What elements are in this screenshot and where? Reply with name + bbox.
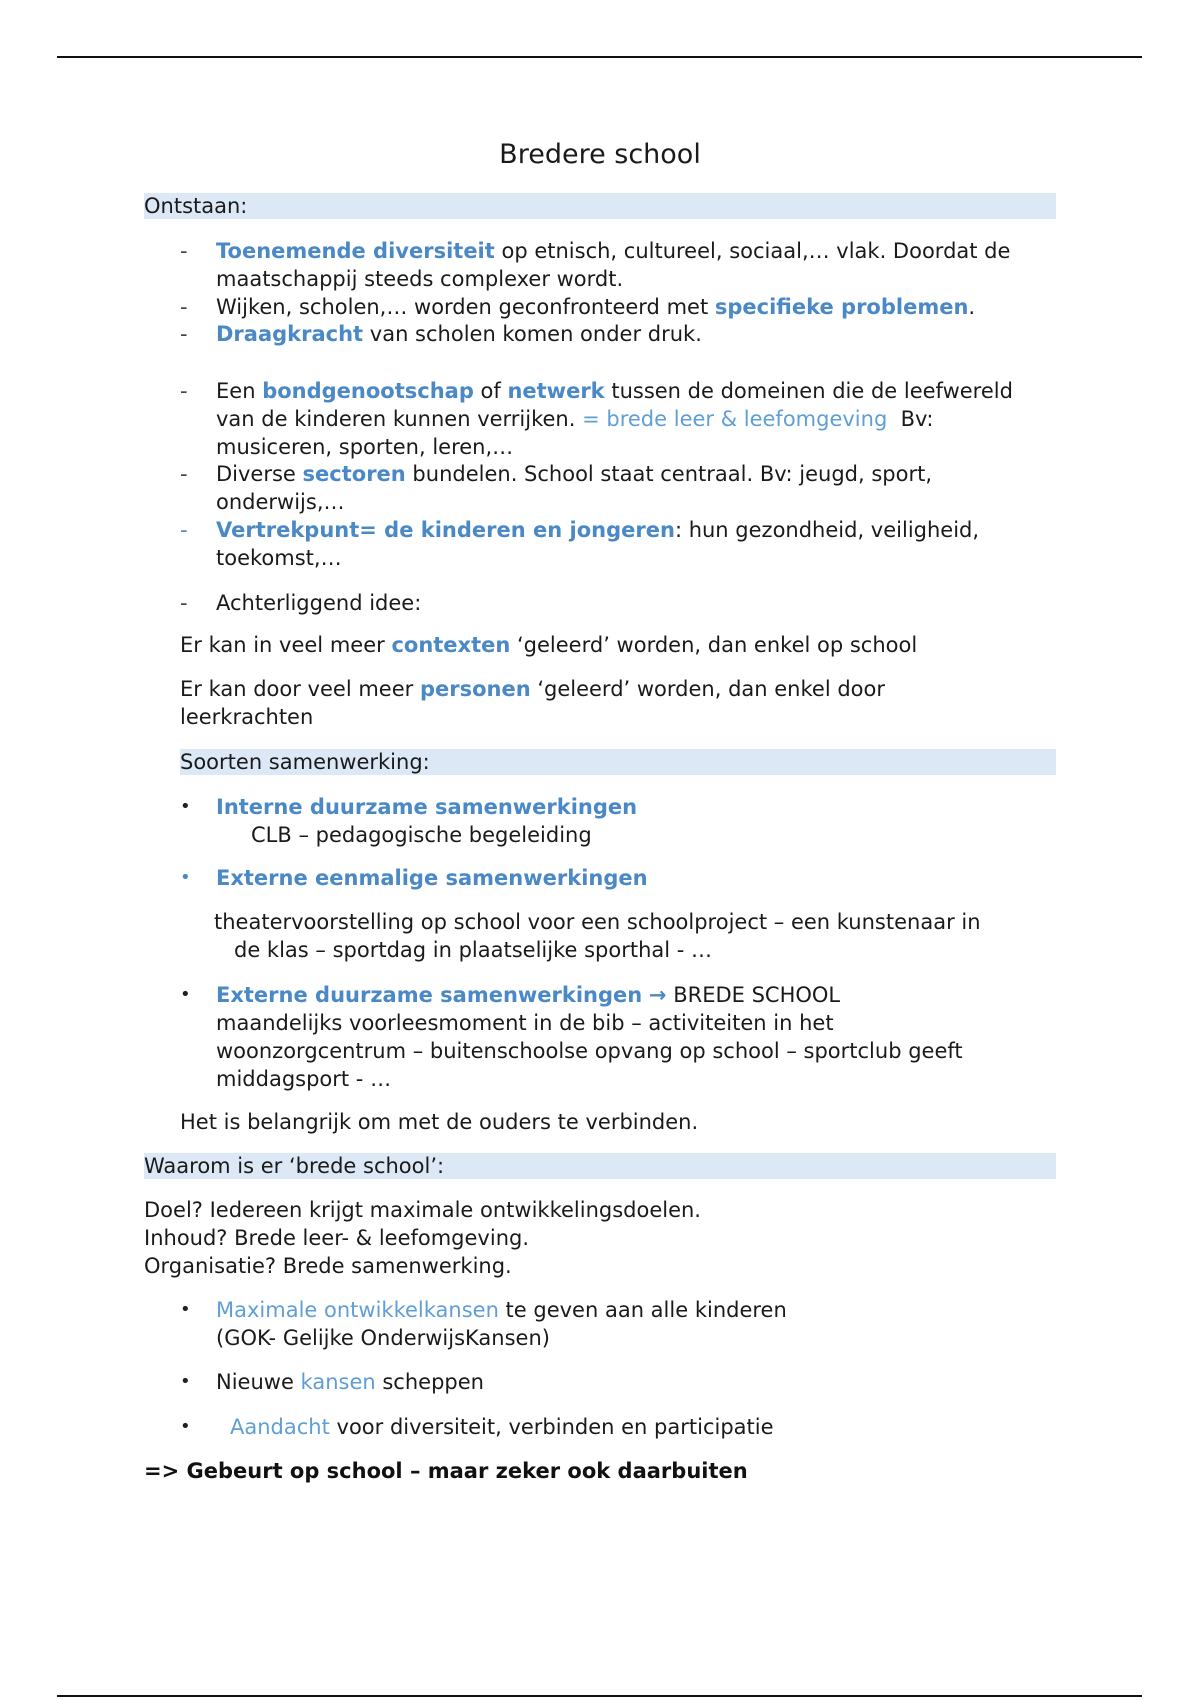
bottom-rule (57, 1695, 1142, 1697)
paragraph: Het is belangrijk om met de ouders te verbinden. (180, 1110, 699, 1134)
list-item: Draagkracht van scholen komen onder druk. (216, 322, 702, 346)
list-item: Toenemende diversiteit op etnisch, cultureel, sociaal,… vlak. Doordat de maatschappij steeds complexer wordt. (216, 239, 1011, 291)
list-item: Diverse sectoren bundelen. School staat centraal. Bv: jeugd, sport, onderwijs,… (216, 462, 932, 514)
conclusion: => Gebeurt op school – maar zeker ook daarbuiten (144, 1459, 748, 1483)
section-heading-soorten: Soorten samenwerking: (180, 749, 1056, 775)
dot-bullet: • (180, 1371, 191, 1392)
dash-bullet: - (180, 518, 188, 542)
dot-bullet: • (180, 867, 191, 888)
dash-bullet: - (180, 591, 188, 615)
list-item: Nieuwe kansen scheppen (216, 1370, 484, 1394)
section-heading-waarom: Waarom is er ‘brede school’: (144, 1153, 1056, 1179)
dot-bullet: • (180, 1299, 191, 1320)
list-item: Aandacht voor diversiteit, verbinden en participatie (230, 1415, 774, 1439)
top-rule (57, 56, 1142, 58)
list-item: Een bondgenootschap of netwerk tussen de domeinen die de leefwereld van de kinderen kunnen verrijken. = brede leer & leefomgeving Bv: musiceren, sporten, leren,… (216, 379, 1013, 459)
dot-bullet: • (180, 1416, 191, 1437)
list-item: Interne duurzame samenwerkingen CLB – pedagogische begeleiding (216, 795, 638, 847)
list-item: Achterliggend idee: (216, 591, 422, 615)
dot-bullet: • (180, 984, 191, 1005)
page-title: Bredere school (499, 139, 701, 170)
dash-bullet: - (180, 322, 188, 346)
list-item: Wijken, scholen,… worden geconfronteerd met specifieke problemen. (216, 295, 976, 319)
paragraph: theatervoorstelling op school voor een schoolproject – een kunstenaar in de klas – sportdag in plaatselijke sporthal - … (214, 910, 981, 962)
dash-bullet: - (180, 379, 188, 403)
section-heading-ontstaan: Ontstaan: (144, 193, 1056, 219)
paragraph: Er kan in veel meer contexten ‘geleerd’ worden, dan enkel op school (180, 633, 918, 657)
list-item: Externe eenmalige samenwerkingen (216, 866, 648, 890)
list-item: Vertrekpunt= de kinderen en jongeren: hun gezondheid, veiligheid, toekomst,… (216, 518, 980, 570)
paragraph: Er kan door veel meer personen ‘geleerd’ worden, dan enkel door leerkrachten (180, 677, 885, 729)
paragraph: Doel? Iedereen krijgt maximale ontwikkelingsdoelen. Inhoud? Brede leer- & leefomgeving. Organisatie? Brede samenwerking. (144, 1198, 701, 1278)
list-item: Externe duurzame samenwerkingen → BREDE SCHOOL maandelijks voorleesmoment in de bib – activiteiten in het woonzorgcentrum – buitenschoolse opvang op school – sportclub geeft middagsport - … (216, 983, 963, 1091)
dash-bullet: - (180, 239, 188, 263)
arrow-right-icon: → (648, 983, 667, 1007)
brede-leer-link: = brede leer & leefomgeving (582, 407, 888, 431)
dash-bullet: - (180, 462, 188, 486)
dash-bullet: - (180, 295, 188, 319)
dot-bullet: • (180, 796, 191, 817)
list-item: Maximale ontwikkelkansen te geven aan alle kinderen (GOK- Gelijke OnderwijsKansen) (216, 1298, 787, 1350)
